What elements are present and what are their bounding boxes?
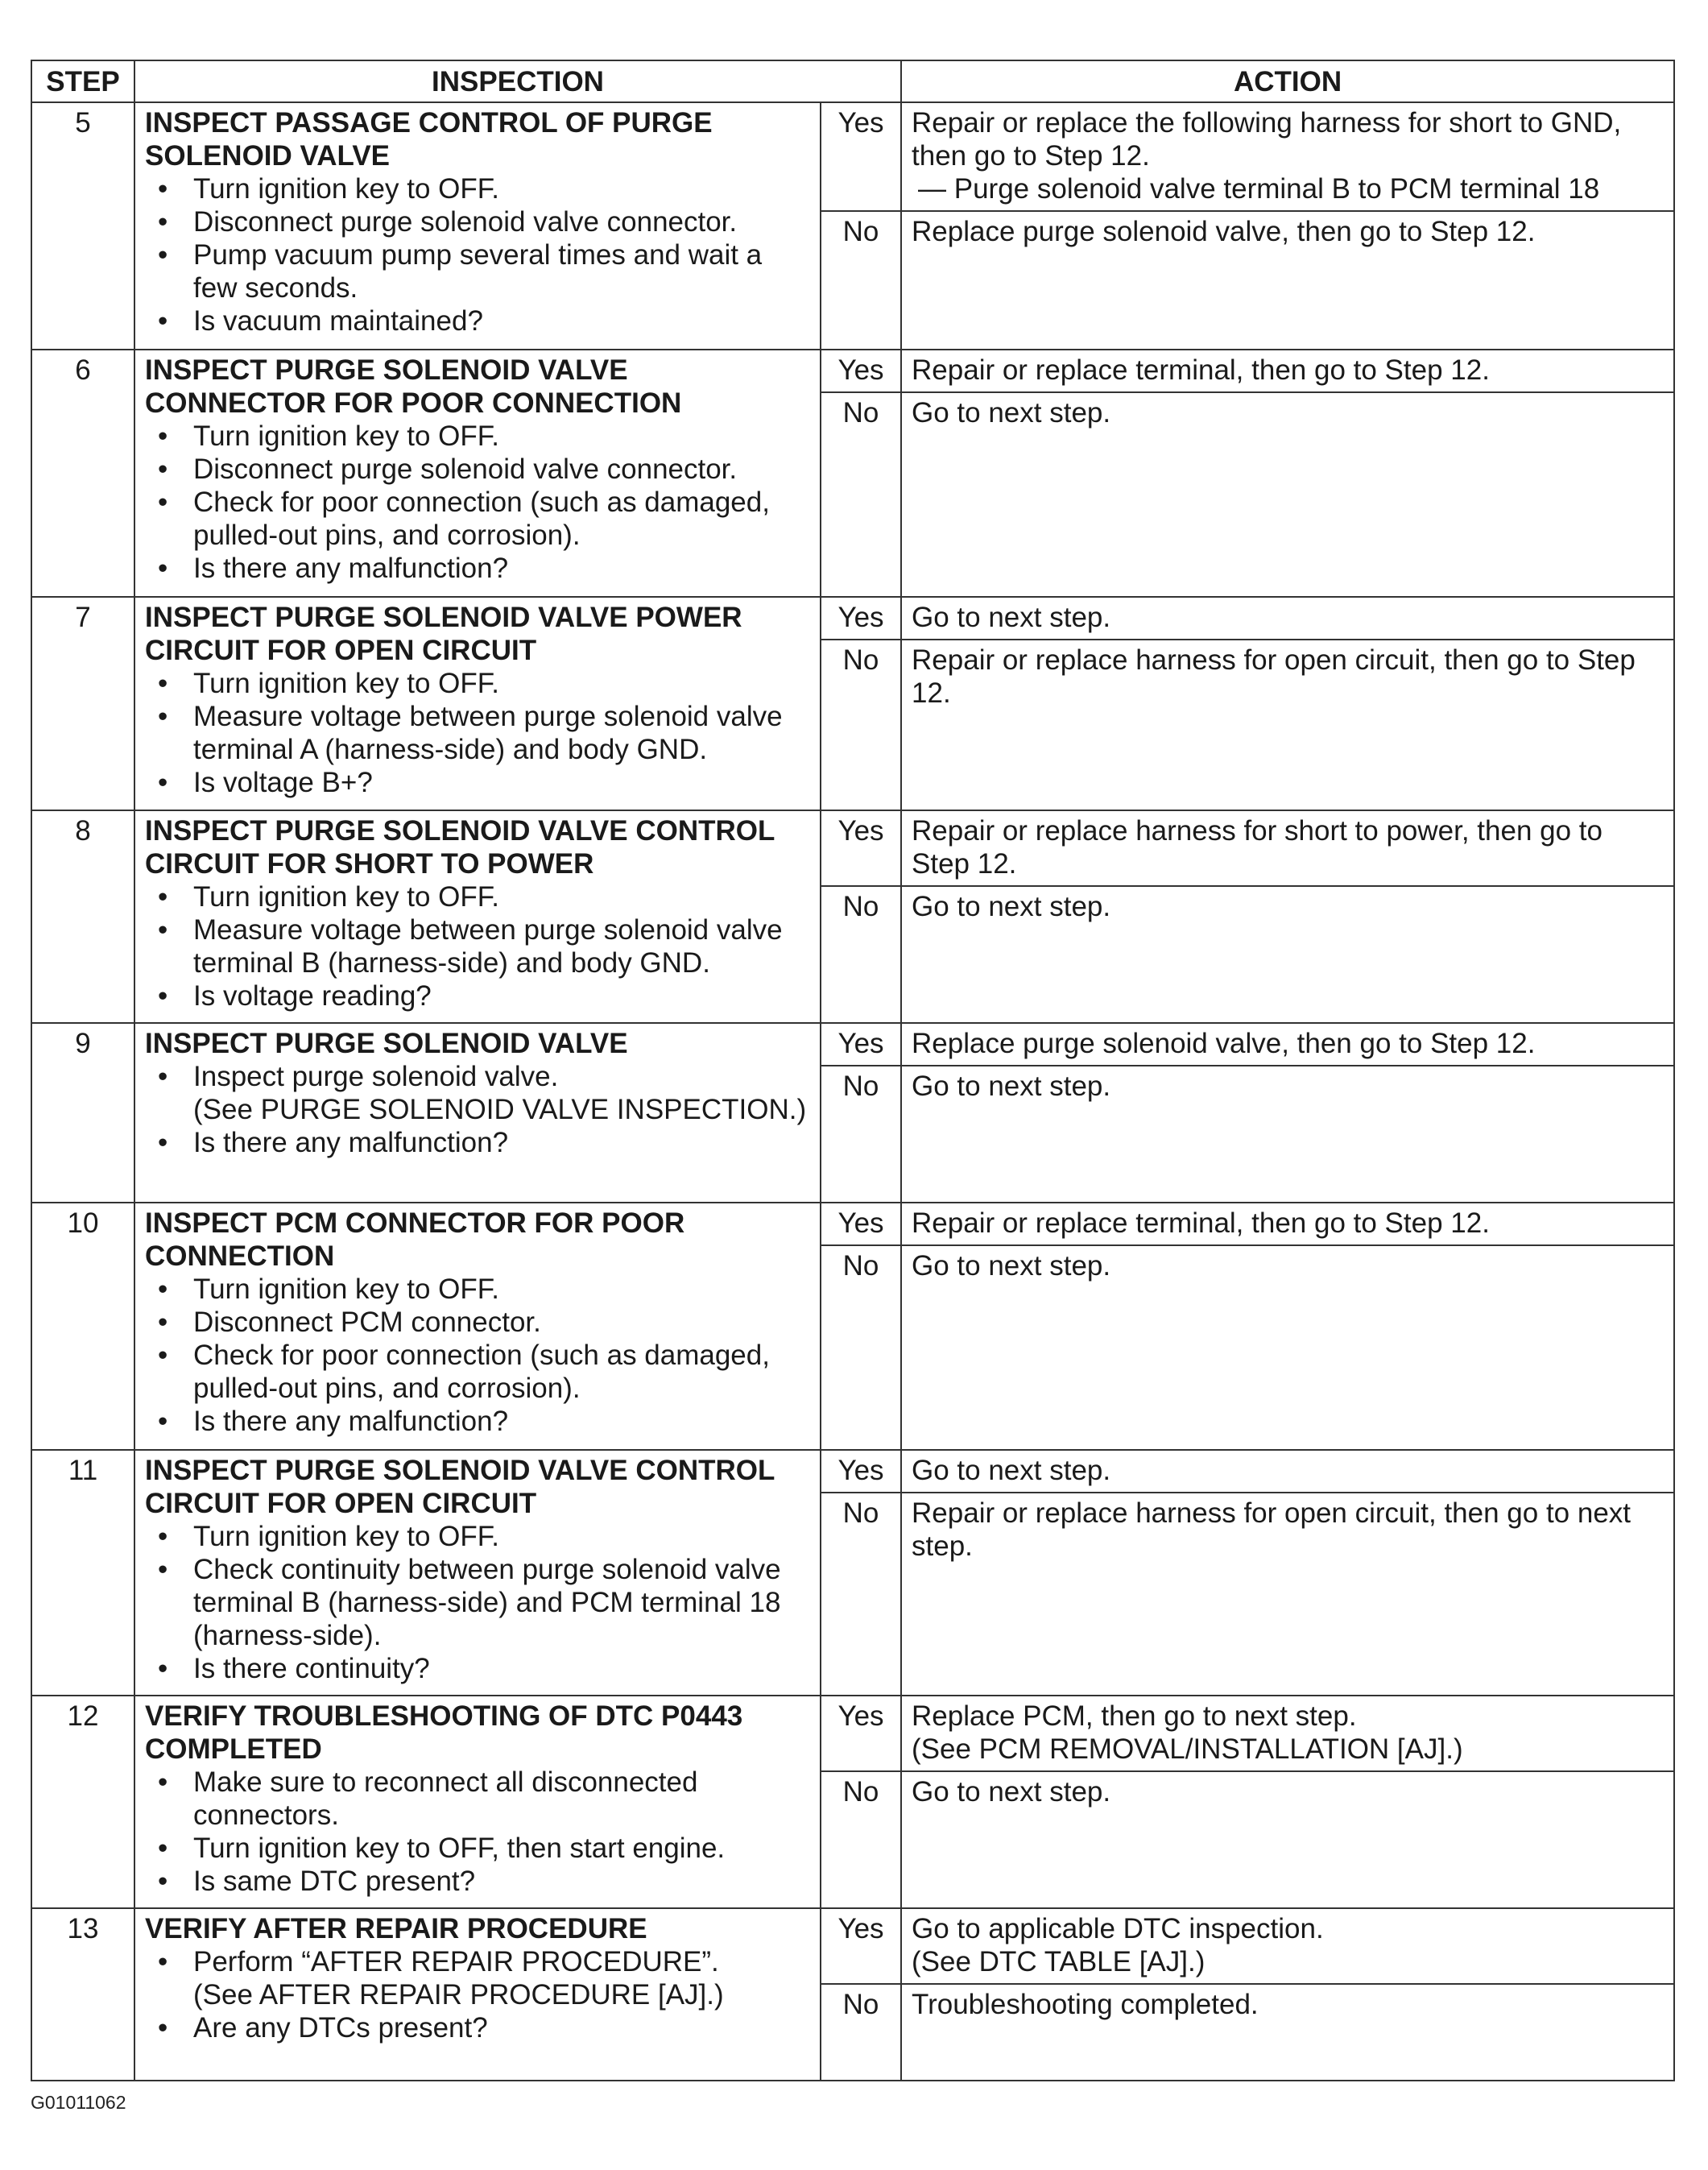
yes-action: Go to next step. [901,1450,1674,1493]
yes-action [901,1908,1674,1984]
inspection-title: INSPECT PURGE SOLENOID VALVE CONTROL CIRCUIT FOR OPEN CIRCUIT [145,1455,775,1519]
check-item: • Is there any malfunction? [193,1126,810,1159]
yes-label: Yes [821,810,901,886]
inspection-cell [134,597,821,810]
inspection-title: VERIFY AFTER REPAIR PROCEDURE [145,1913,647,1944]
no-action: Repair or replace harness for open circuit, then go to next step. [901,1493,1674,1696]
no-action: Replace purge solenoid valve, then go to Step 12. [901,211,1674,350]
table-row [31,102,1674,211]
no-label: No [821,1066,901,1203]
check-item: • Make sure to reconnect all disconnected connectors. [193,1766,810,1832]
check-list [145,172,810,338]
check-item: • Turn ignition key to OFF, then start engine. [193,1832,810,1865]
no-label: No [821,640,901,810]
check-item: • Check for poor connection (such as damaged, pulled-out pins, and corrosion). [193,486,810,552]
check-list [145,880,810,1013]
yes-action-text: Repair or replace the following harness for short to GND, then go to Step 12. [912,107,1622,172]
table-row [31,1696,1674,1771]
check-item-text: • Perform “AFTER REPAIR PROCEDURE”. [193,1946,719,1977]
no-action: Go to next step. [901,392,1674,597]
check-list [145,1273,810,1438]
header-step: STEP [31,60,134,102]
header-inspection: INSPECTION [134,60,901,102]
no-label: No [821,1493,901,1696]
check-item: • Is there continuity? [193,1652,810,1685]
yes-action [901,1696,1674,1771]
yes-action-text: Go to applicable DTC inspection. [912,1913,1324,1944]
check-item: • Turn ignition key to OFF. [193,880,810,913]
yes-label: Yes [821,1203,901,1245]
check-item: • Disconnect purge solenoid valve connector. [193,205,810,238]
no-action: Go to next step. [901,1771,1674,1908]
inspection-title: INSPECT PURGE SOLENOID VALVE CONTROL CIRCUIT FOR SHORT TO POWER [145,815,775,880]
table-row [31,1450,1674,1493]
inspection-title: VERIFY TROUBLESHOOTING OF DTC P0443 COMPLETED [145,1700,743,1765]
yes-label: Yes [821,1908,901,1984]
yes-action: Repair or replace terminal, then go to Step 12. [901,350,1674,392]
table-row [31,597,1674,640]
step-number: 6 [31,350,134,597]
no-action: Troubleshooting completed. [901,1984,1674,2081]
check-item: • Measure voltage between purge solenoid valve terminal B (harness-side) and body GND. [193,913,810,979]
yes-action-detail: (See PCM REMOVAL/INSTALLATION [AJ].) [912,1733,1463,1765]
check-list [145,1766,810,1898]
yes-action-text: Replace PCM, then go to next step. [912,1700,1357,1732]
check-list [145,667,810,799]
check-item: • Is there any malfunction? [193,552,810,585]
check-item: • Pump vacuum pump several times and wait a few seconds. [193,238,810,304]
yes-action-detail: — Purge solenoid valve terminal B to PCM terminal 18 [918,173,1600,205]
no-label: No [821,1245,901,1450]
no-label: No [821,211,901,350]
step-number: 9 [31,1023,134,1203]
step-number: 11 [31,1450,134,1696]
inspection-title: INSPECT PURGE SOLENOID VALVE CONNECTOR FOR POOR CONNECTION [145,354,682,419]
table-row [31,810,1674,886]
check-item: • Turn ignition key to OFF. [193,420,810,453]
inspection-cell [134,810,821,1023]
step-number: 5 [31,102,134,350]
step-number: 13 [31,1908,134,2081]
table-header-row [31,60,1674,102]
yes-action: Repair or replace terminal, then go to Step 12. [901,1203,1674,1245]
yes-label: Yes [821,1023,901,1066]
check-item [193,1060,810,1126]
no-label: No [821,1771,901,1908]
header-action: ACTION [901,60,1674,102]
figure-code: G01011062 [31,2092,126,2113]
check-list [145,420,810,585]
no-label: No [821,1984,901,2081]
check-item: • Are any DTCs present? [193,2011,810,2044]
check-item-note: (See AFTER REPAIR PROCEDURE [AJ].) [193,1979,724,2011]
inspection-title: INSPECT PCM CONNECTOR FOR POOR CONNECTION [145,1207,685,1272]
check-item: • Is same DTC present? [193,1865,810,1898]
check-list [145,1945,810,2044]
check-item: • Measure voltage between purge solenoid valve terminal A (harness-side) and body GND. [193,700,810,766]
no-action: Go to next step. [901,1066,1674,1203]
no-action: Go to next step. [901,886,1674,1023]
table-row [31,1203,1674,1245]
step-number: 7 [31,597,134,810]
check-item: • Turn ignition key to OFF. [193,1520,810,1553]
inspection-cell [134,350,821,597]
check-list [145,1060,810,1159]
troubleshooting-table [31,60,1675,2081]
inspection-cell [134,1908,821,2081]
check-item: • Disconnect PCM connector. [193,1306,810,1339]
check-item: • Is there any malfunction? [193,1405,810,1438]
table-row [31,1023,1674,1066]
check-item: • Turn ignition key to OFF. [193,1273,810,1306]
inspection-title: INSPECT PURGE SOLENOID VALVE [145,1028,628,1059]
inspection-cell [134,1696,821,1908]
no-action: Go to next step. [901,1245,1674,1450]
step-number: 8 [31,810,134,1023]
yes-action-detail: (See DTC TABLE [AJ].) [912,1946,1206,1977]
yes-action: Repair or replace harness for short to power, then go to Step 12. [901,810,1674,886]
check-item [193,1945,810,2011]
yes-action: Go to next step. [901,597,1674,640]
inspection-cell [134,1023,821,1203]
check-item: • Is voltage B+? [193,766,810,799]
no-action: Repair or replace harness for open circuit, then go to Step 12. [901,640,1674,810]
check-item: • Is voltage reading? [193,979,810,1013]
inspection-cell [134,102,821,350]
yes-label: Yes [821,1450,901,1493]
inspection-title: INSPECT PASSAGE CONTROL OF PURGE SOLENOID VALVE [145,107,713,172]
check-item: • Turn ignition key to OFF. [193,172,810,205]
check-item-text: • Inspect purge solenoid valve. [193,1061,559,1092]
yes-label: Yes [821,597,901,640]
check-item: • Is vacuum maintained? [193,304,810,338]
step-number: 12 [31,1696,134,1908]
inspection-cell [134,1450,821,1696]
no-label: No [821,392,901,597]
check-item: • Disconnect purge solenoid valve connector. [193,453,810,486]
step-number: 10 [31,1203,134,1450]
no-label: No [821,886,901,1023]
table-row [31,1908,1674,1984]
check-list [145,1520,810,1685]
yes-action [901,102,1674,211]
inspection-title: INSPECT PURGE SOLENOID VALVE POWER CIRCUIT FOR OPEN CIRCUIT [145,602,742,666]
check-item: • Check continuity between purge solenoid valve terminal B (harness-side) and PCM terminal 18 (harness-side). [193,1553,810,1652]
yes-label: Yes [821,350,901,392]
check-item: • Turn ignition key to OFF. [193,667,810,700]
yes-action: Replace purge solenoid valve, then go to Step 12. [901,1023,1674,1066]
yes-label: Yes [821,1696,901,1771]
check-item-note: (See PURGE SOLENOID VALVE INSPECTION.) [193,1094,807,1125]
yes-label: Yes [821,102,901,211]
inspection-cell [134,1203,821,1450]
check-item: • Check for poor connection (such as damaged, pulled-out pins, and corrosion). [193,1339,810,1405]
table-row [31,350,1674,392]
